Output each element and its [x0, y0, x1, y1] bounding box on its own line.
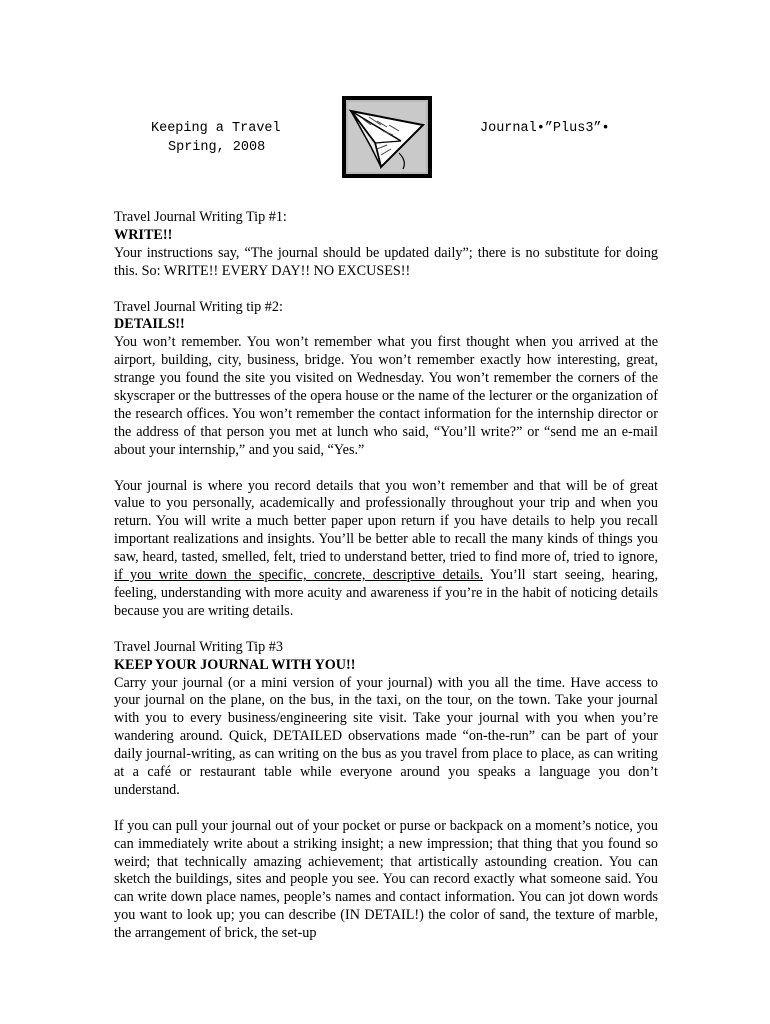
tip3-paragraph-2: If you can pull your journal out of your pocket or purse or backpack on a moment’s notice, you can immediately write about a striking insight; a new impression; that thing that you found so weird; that technically amazing achievement; that artistically astounding creation. You can sketch the buildings, sites and people you see. You can record exactly what someone said. You can write down place names, people’s names and contact information. You can jot down words you want to look up; you can describe (IN DETAIL!) the color of sand, the texture of marble, the arrangement of brick, the set-up — [114, 817, 658, 942]
tip2-heading: Travel Journal Writing tip #2: — [114, 298, 283, 315]
title-left-line2: Spring, 2008 — [168, 140, 266, 155]
document-body — [114, 209, 658, 943]
tip2-paragraph-2-end: You’ll start seeing, hearing, feeling, understanding with more acuity and awareness if you’re in the habit of noticing details because you are writing details. — [114, 567, 658, 619]
tip1-heading: Travel Journal Writing Tip #1: — [114, 209, 287, 225]
tip2-paragraph-1: You won’t remember. You won’t remember what you first thought when you arrived at the airport, building, city, business, bridge. You won’t remember exactly how interesting, great, strange you found the site you visited on Wednesday. You won’t remember the corners of the skyscraper or the buttresses of the opera house or the name of the lecturer or the organization of the research offices. You won’t remember the contact information for the internship director or the address of that person you met at lunch who said, “You’ll write?” or “send me an e-mail about your internship,” and you said, “Yes.” — [114, 334, 658, 458]
tip3-paragraph-1: Carry your journal (or a mini version of your journal) with you all the time. Have access to your journal on the plane, on the bus, in the taxi, on the tour, on the town. Take your journal with you to every business/engineering site visit. Take your journal with you when you’re wandering around. Quick, DETAILED observations made “on-the-run” can be part of your daily journal-writing, as can writing on the bus as you travel from place to place, as can writing at a café or restaurant table while everyone around you speaks a language you don’t understand. — [114, 674, 658, 798]
title-right: Journal•”Plus3”• — [480, 121, 610, 136]
tip1-title: WRITE!! — [114, 226, 173, 243]
tip2-paragraph-2-start: Your journal is where you record details that you won’t remember and that will be of great value to you personally, academically and professionally throughout your trip and when you return. You will write a much better paper upon return if you have details to help you recall important realizations and insights. You’ll be better able to recall the many kinds of things you saw, heard, tasted, smelled, felt, tried to understand better, tried to find more of, tried to ignore, — [114, 477, 658, 566]
tip2-paragraph-2 — [114, 478, 658, 621]
tip2-title: DETAILS!! — [114, 316, 185, 333]
title-left-line1: Keeping a Travel — [151, 121, 281, 136]
paper-airplane-icon — [341, 95, 433, 179]
tip3-title: KEEP YOUR JOURNAL WITH YOU!! — [114, 656, 356, 673]
tip1-body: Your instructions say, “The journal should be updated daily”; there is no substitute for doing this. So: WRITE!! EVERY DAY!! NO EXCUSES!! — [114, 244, 658, 279]
tip2-underlined-phrase: if you write down the specific, concrete, descriptive details. — [114, 567, 484, 584]
tip3-heading: Travel Journal Writing Tip #3 — [114, 638, 283, 655]
